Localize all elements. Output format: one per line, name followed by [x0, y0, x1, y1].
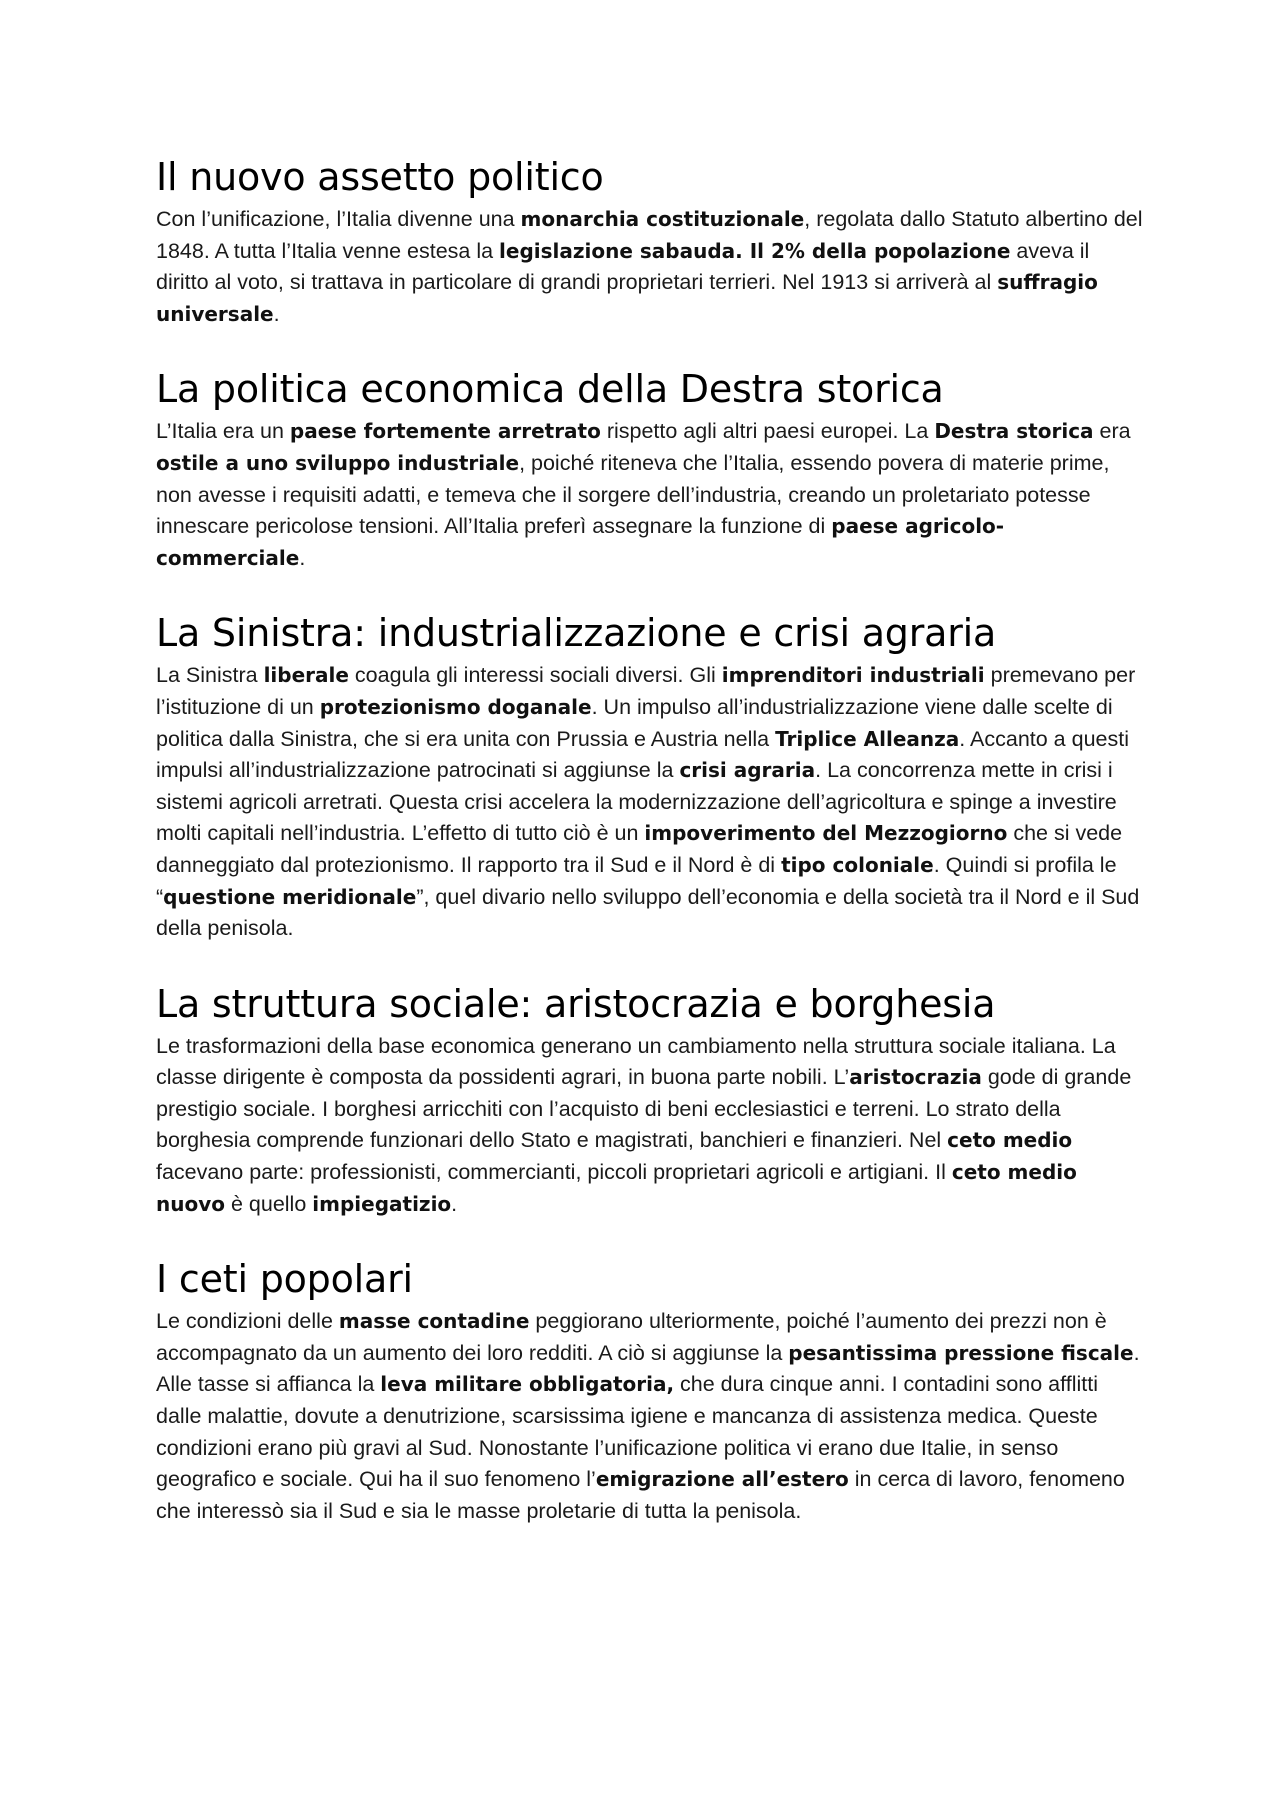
text-run: , poiché riteneva che l’Italia, essendo povera di materie prime, non avesse i requisiti adatti, e temeva che il sorgere dell’industria, creando un proletariato potesse innescare pericolose tensioni. All’Italia preferì assegnare la funzione di	[156, 450, 1110, 539]
bold-term: suffragio universale	[156, 270, 1098, 326]
bold-term: crisi agraria	[679, 758, 816, 783]
text-run: facevano parte: professionisti, commercianti, piccoli proprietari agricoli e artigiani. Il	[156, 1160, 952, 1185]
bold-term: legislazione sabauda. Il 2% della popolazione	[499, 238, 1011, 263]
bold-term: ceto medio nuovo	[156, 1160, 1077, 1216]
text-run: . Accanto a questi impulsi all’industrializzazione patrocinati si aggiunse la	[156, 726, 1129, 783]
bold-term: paese agricolo-commerciale	[156, 514, 1005, 570]
bold-term: tipo coloniale	[781, 852, 934, 877]
bold-term: aristocrazia	[849, 1065, 982, 1090]
text-run: peggiorano ulteriormente, poiché l’aumento dei prezzi non è accompagnato da un aumento dei loro redditi. A ciò si aggiunse la	[156, 1309, 1107, 1365]
section-heading: Il nuovo assetto politico	[156, 155, 604, 199]
section-heading: I ceti popolari	[156, 1257, 413, 1302]
bold-term: monarchia costituzionale	[520, 207, 805, 231]
text-run: La Sinistra	[156, 663, 264, 688]
text-run: che dura cinque anni. I contadini sono afflitti dalle malattie, dovute a denutrizione, scarsissima igiene e mancanza di assistenza medica. Queste condizioni erano più gravi al Sud. Nonostante l’unificazione politica vi erano due Italie, in senso geografico e sociale. Qui ha il suo fenomeno l’	[156, 1372, 1098, 1492]
bold-term: protezionismo doganale	[319, 694, 592, 719]
text-run: Con l’unificazione, l’Italia divenne una	[156, 207, 521, 231]
text-run: .	[299, 545, 306, 570]
bold-term: imprenditori industriali	[721, 663, 985, 688]
bold-term: ostile a uno sviluppo industriale	[156, 450, 520, 475]
text-run: Le trasformazioni della base economica generano un cambiamento nella struttura sociale italiana. La classe dirigente è composta da possidenti agrari, in buona parte nobili. L’	[156, 1033, 1116, 1090]
bold-term: impiegatizio	[312, 1191, 452, 1216]
section-paragraph	[156, 660, 1146, 944]
bold-term: emigrazione all’estero	[595, 1467, 849, 1492]
bold-term: Destra storica	[934, 419, 1094, 444]
text-run: aveva il diritto al voto, si trattava in particolare di grandi proprietari terrieri. Nel 1913 si arriverà al	[156, 238, 1090, 295]
text-run: . Quindi si profila le “	[156, 852, 1117, 909]
text-run: in cerca di lavoro, fenomeno che interessò sia il Sud e sia le masse proletarie di tutta la penisola.	[156, 1467, 1125, 1523]
text-run: rispetto agli altri paesi europei. La	[600, 419, 935, 444]
section-politica-economica	[156, 362, 1146, 574]
section-paragraph	[156, 1306, 1146, 1527]
text-run: Le condizioni delle	[156, 1309, 339, 1334]
text-run: .	[273, 301, 280, 326]
document-page	[156, 150, 1146, 1559]
text-run: gode di grande prestigio sociale. I borghesi arricchiti con l’acquisto di beni ecclesiastici e terreni. Lo strato della borghesia comprende funzionari dello Stato e magistrati, banchieri e finanzieri. Nel	[156, 1065, 1132, 1153]
text-run: coagula gli interessi sociali diversi. Gli	[348, 663, 722, 688]
section-paragraph	[156, 1031, 1146, 1221]
text-run: era	[1093, 419, 1131, 444]
bold-term: questione meridionale	[163, 884, 417, 909]
text-run: . Alle tasse si affianca la	[156, 1340, 1140, 1397]
bold-term: Triplice Alleanza	[775, 726, 960, 751]
bold-term: liberale	[263, 663, 349, 688]
bold-term: ceto medio	[947, 1128, 1073, 1153]
text-run: .	[451, 1191, 458, 1216]
section-heading: La Sinistra: industrializzazione e crisi agraria	[156, 611, 997, 656]
bold-term: leva militare obbligatoria,	[380, 1372, 675, 1397]
text-run: premevano per l’istituzione di un	[156, 663, 1136, 719]
text-run: . Un impulso all’industrializzazione viene dalle scelte di politica dalla Sinistra, che si era unita con Prussia e Austria nella	[156, 694, 1113, 751]
section-heading: La struttura sociale: aristocrazia e borghesia	[156, 981, 996, 1026]
bold-term: pesantissima pressione fiscale	[788, 1340, 1134, 1365]
section-sinistra	[156, 606, 1146, 944]
bold-term: masse contadine	[338, 1309, 530, 1334]
text-run: . La concorrenza mette in crisi i sistemi agricoli arretrati. Questa crisi accelera la modernizzazione dell’agricoltura e spinge a investire molti capitali nell’industria. L’effetto di tutto ciò è un	[156, 758, 1117, 846]
text-run: ”, quel divario nello sviluppo dell’economia e della società tra il Nord e il Sud della penisola.	[156, 884, 1140, 941]
text-run: , regolata dallo Statuto albertino del 1848. A tutta l’Italia venne estesa la	[156, 207, 1143, 263]
text-run: è quello	[225, 1191, 313, 1216]
bold-term: paese fortemente arretrato	[289, 419, 601, 444]
text-run: L’Italia era un	[156, 419, 290, 444]
section-paragraph	[156, 204, 1146, 330]
section-paragraph	[156, 416, 1146, 574]
section-assetto-politico	[156, 150, 1146, 330]
text-run: che si vede danneggiato dal protezionismo. Il rapporto tra il Sud e il Nord è di	[156, 821, 1123, 877]
bold-term: impoverimento del Mezzogiorno	[644, 821, 1008, 846]
section-struttura-sociale	[156, 977, 1146, 1221]
section-ceti-popolari	[156, 1252, 1146, 1527]
section-heading: La politica economica della Destra storica	[156, 367, 944, 412]
